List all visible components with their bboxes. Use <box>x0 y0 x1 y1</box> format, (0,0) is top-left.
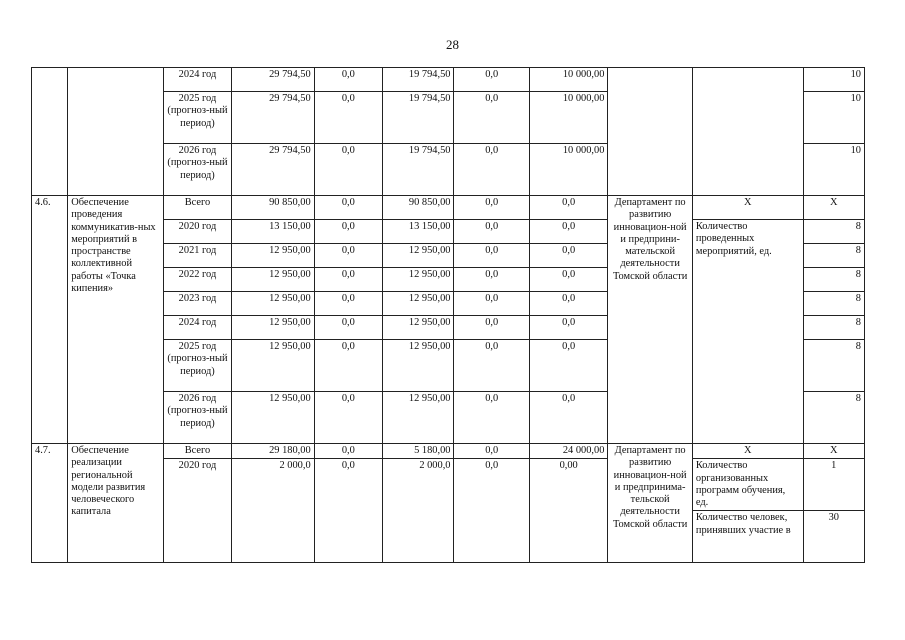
amount-cell: 0,0 <box>454 92 529 144</box>
amount-cell: 12 950,00 <box>383 244 454 268</box>
amount-cell: 0,0 <box>314 392 382 444</box>
table-row <box>32 196 865 220</box>
indicator-cell: Количество организованных программ обучения, ед. <box>692 459 803 511</box>
year-cell: 2026 год (прогноз-ный период) <box>163 144 231 196</box>
total-cell: 13 150,00 <box>232 220 314 244</box>
amount-cell: 19 794,50 <box>383 92 454 144</box>
year-cell: Всего <box>163 444 231 459</box>
item-number: 4.7. <box>32 444 68 563</box>
amount-cell: 5 180,00 <box>383 444 454 459</box>
amount-cell: 0,0 <box>314 292 382 316</box>
amount-cell: 0,0 <box>529 292 607 316</box>
amount-cell: 0,0 <box>454 68 529 92</box>
table-row <box>32 68 865 92</box>
amount-cell: 0,0 <box>314 220 382 244</box>
total-cell: 12 950,00 <box>232 340 314 392</box>
total-cell: 29 794,50 <box>232 68 314 92</box>
page-number: 28 <box>446 37 459 52</box>
amount-cell: 0,0 <box>454 268 529 292</box>
year-cell: 2020 год <box>163 220 231 244</box>
total-cell: 12 950,00 <box>232 316 314 340</box>
year-cell: 2025 год (прогноз-ный период) <box>163 92 231 144</box>
item-name: Обеспечение реализации региональной модели развития человеческого капитала <box>68 444 164 563</box>
amount-cell: 0,0 <box>314 444 382 459</box>
amount-cell: 0,0 <box>314 340 382 392</box>
year-cell: Всего <box>163 196 231 220</box>
amount-cell: 0,0 <box>529 220 607 244</box>
amount-cell: 0,0 <box>454 144 529 196</box>
amount-cell: 12 950,00 <box>383 392 454 444</box>
year-cell: 2023 год <box>163 292 231 316</box>
target-cell: 8 <box>803 392 864 444</box>
indicator-cell: Х <box>692 444 803 459</box>
amount-cell: 0,0 <box>529 244 607 268</box>
target-cell: 8 <box>803 340 864 392</box>
total-cell: 29 180,00 <box>232 444 314 459</box>
year-cell: 2024 год <box>163 68 231 92</box>
amount-cell: 0,0 <box>454 444 529 459</box>
table-row <box>32 444 865 459</box>
indicator-cell: Количество человек, принявших участие в <box>692 511 803 563</box>
amount-cell: 10 000,00 <box>529 68 607 92</box>
amount-cell: 12 950,00 <box>383 268 454 292</box>
total-cell: 29 794,50 <box>232 92 314 144</box>
amount-cell: 0,0 <box>314 144 382 196</box>
amount-cell: 0,0 <box>454 340 529 392</box>
indicator-cell <box>692 68 803 196</box>
amount-cell: 12 950,00 <box>383 316 454 340</box>
target-cell: 10 <box>803 144 864 196</box>
amount-cell: 0,0 <box>454 220 529 244</box>
target-cell: Х <box>803 196 864 220</box>
amount-cell: 0,0 <box>454 244 529 268</box>
amount-cell: 19 794,50 <box>383 68 454 92</box>
amount-cell: 10 000,00 <box>529 92 607 144</box>
amount-cell: 0,0 <box>454 459 529 563</box>
amount-cell: 0,0 <box>529 316 607 340</box>
amount-cell: 0,0 <box>454 392 529 444</box>
name-cell <box>68 68 164 196</box>
amount-cell: 13 150,00 <box>383 220 454 244</box>
target-cell: 8 <box>803 292 864 316</box>
target-cell: 8 <box>803 244 864 268</box>
amount-cell: 0,0 <box>314 92 382 144</box>
total-cell: 29 794,50 <box>232 144 314 196</box>
executor-cell: Департамент по развитию инновацион-ной и предприни-мательской деятельности Томской области <box>608 196 693 444</box>
executor-cell: Департамент по развитию инновацион-ной и предпринима-тельской деятельности Томской области <box>608 444 693 563</box>
amount-cell: 0,0 <box>454 196 529 220</box>
item-number: 4.6. <box>32 196 68 444</box>
target-cell: 1 <box>803 459 864 511</box>
amount-cell: 0,00 <box>529 459 607 563</box>
indicator-cell: Х <box>692 196 803 220</box>
amount-cell: 0,0 <box>314 68 382 92</box>
total-cell: 12 950,00 <box>232 392 314 444</box>
amount-cell: 0,0 <box>314 268 382 292</box>
amount-cell: 2 000,0 <box>383 459 454 563</box>
amount-cell: 0,0 <box>314 459 382 563</box>
total-cell: 12 950,00 <box>232 268 314 292</box>
indicator-cell: Количество проведенных мероприятий, ед. <box>692 220 803 444</box>
target-cell: 10 <box>803 68 864 92</box>
amount-cell: 24 000,00 <box>529 444 607 459</box>
target-cell: 8 <box>803 268 864 292</box>
amount-cell: 90 850,00 <box>383 196 454 220</box>
amount-cell: 10 000,00 <box>529 144 607 196</box>
total-cell: 2 000,0 <box>232 459 314 563</box>
amount-cell: 0,0 <box>454 316 529 340</box>
year-cell: 2020 год <box>163 459 231 563</box>
year-cell: 2024 год <box>163 316 231 340</box>
target-cell: 8 <box>803 316 864 340</box>
year-cell: 2025 год (прогноз-ный период) <box>163 340 231 392</box>
amount-cell: 0,0 <box>314 244 382 268</box>
executor-cell <box>608 68 693 196</box>
amount-cell: 12 950,00 <box>383 340 454 392</box>
num-cell <box>32 68 68 196</box>
total-cell: 90 850,00 <box>232 196 314 220</box>
amount-cell: 0,0 <box>314 196 382 220</box>
amount-cell: 0,0 <box>529 196 607 220</box>
total-cell: 12 950,00 <box>232 244 314 268</box>
amount-cell: 0,0 <box>529 268 607 292</box>
amount-cell: 0,0 <box>529 340 607 392</box>
budget-table <box>31 67 865 563</box>
year-cell: 2026 год (прогноз-ный период) <box>163 392 231 444</box>
target-cell: Х <box>803 444 864 459</box>
total-cell: 12 950,00 <box>232 292 314 316</box>
item-name: Обеспечение проведения коммуникатив-ных мероприятий в пространстве коллективной работы «Точка кипения» <box>68 196 164 444</box>
amount-cell: 0,0 <box>529 392 607 444</box>
amount-cell: 12 950,00 <box>383 292 454 316</box>
year-cell: 2022 год <box>163 268 231 292</box>
target-cell: 30 <box>803 511 864 563</box>
amount-cell: 0,0 <box>454 292 529 316</box>
year-cell: 2021 год <box>163 244 231 268</box>
amount-cell: 19 794,50 <box>383 144 454 196</box>
target-cell: 10 <box>803 92 864 144</box>
target-cell: 8 <box>803 220 864 244</box>
amount-cell: 0,0 <box>314 316 382 340</box>
